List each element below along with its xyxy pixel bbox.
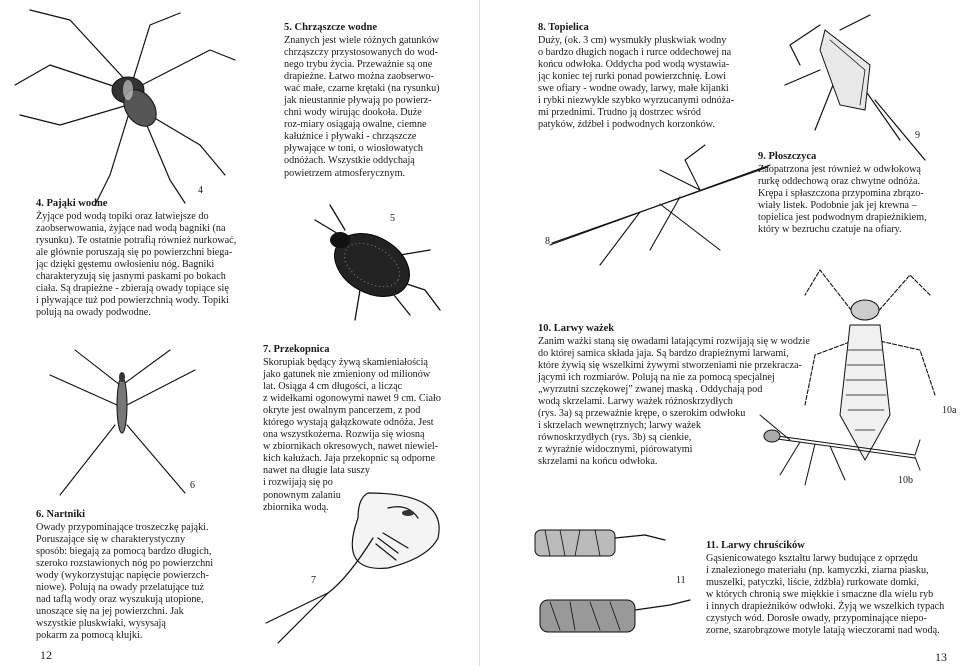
water-strider-illustration — [45, 345, 215, 495]
page-number-left: 12 — [40, 648, 52, 662]
section-nartniki — [36, 509, 276, 642]
section-title: 6. Nartniki — [36, 509, 86, 520]
section-title: 8. Topielica — [538, 22, 589, 33]
section-title: 10. Larwy ważek — [538, 323, 615, 334]
section-body: Znanych jest wiele różnych gatunków chrząszczy przystosowanych do wod- nego trybu życia. Przeważnie są one drapieżne. Łatwo można zaobserwo- wać małe, czarne krętaki (na rysunku) jak nieustannie pływają po powierz- chni wody wirując dookoła. Duże roz-miary osiągają owalne, ciemne kałużnice i pływaki - chrząszcze pływające w toni, o wiosłowatych odnóżach. Wszystkie oddychają powietrzem atmosferycznym. — [284, 34, 440, 179]
beetle-illustration — [300, 195, 450, 335]
water-scorpion-illustration — [780, 10, 930, 160]
figure-label-7: 7 — [311, 575, 316, 586]
damselfly-larva-illustration — [750, 410, 920, 490]
section-title: 9. Płoszczyca — [758, 151, 817, 162]
figure-label-9: 9 — [915, 130, 920, 141]
section-topielica — [538, 22, 773, 131]
right-page — [480, 0, 960, 666]
figure-label-5: 5 — [390, 213, 395, 224]
caddisfly-larvae-illustration — [530, 510, 695, 660]
figure-label-11: 11 — [676, 575, 686, 586]
section-ploszczyca — [758, 151, 958, 236]
section-larwy-chruscikow — [706, 540, 960, 637]
figure-label-4: 4 — [198, 185, 203, 196]
water-stick-insect-illustration — [540, 140, 780, 270]
section-title: 7. Przekopnica — [263, 344, 330, 355]
figure-label-6: 6 — [190, 480, 195, 491]
section-body: Zanim ważki staną się owadami latającymi rozwijają się w wodzie do której samica składa jaja. Są bardzo drapieżnymi larwami, które żywią się wszelkimi żywymi stworzeniami nie przekracza- jącymi ich rozmiarów. Polują na nie za pomocą specjalnej „wyrzutni szczękowej” zwanej maską . Oddychają pod wodą skrzelami. Larwy ważek różnoskrzydłych (rys. 3a) są przeważnie krępe, o szerokim odwłoku i skrzelach wewnętrznych; larwy ważek równoskrzydłych (rys. 3b) są cienkie, z wyraźnie widocznymi, piórowatymi skrzelami na końcu odwłoka. — [538, 335, 810, 468]
section-body: Zaopatrzona jest również w odwłokową rurkę oddechową oraz chwytne odnóża. Krępa i spłaszczona przypomina zbrązo- wiały listek. Podobnie jak jej krewna – topielica jest podwodnym drapieżnikiem, który w bezruchu czatuje na ofiary. — [758, 163, 927, 235]
section-body: Gąsienicowatego kształtu larwy budujące z oprzędu i znalezionego materiału (np. kamyczki, ziarna piasku, muszelki, patyczki, liście, źdźbła) rurkowate domki, w których chronią swe miękkie i smaczne dla wielu ryb i innych drapieżników odwłoki. Żyją we wszelkich typach czystych wód. Dorosłe owady, przypominające niepo- zorne, szarobrązowe motyle latają wieczorami nad wodą. — [706, 552, 945, 637]
figure-label-10b: 10b — [898, 475, 913, 486]
section-title: 4. Pająki wodne — [36, 198, 108, 209]
spider-illustration — [10, 5, 240, 205]
tadpole-shrimp-illustration — [258, 478, 468, 648]
figure-label-10a: 10a — [942, 405, 957, 416]
section-pajaki-wodne — [36, 198, 276, 319]
section-body: Skorupiak będący żywą skamieniałością jako gatunek nie zmieniony od milionów lat. Osiąga 4 cm długości, a licząc z widełkami ogonowymi nawet 9 cm. Ciało okryte jest owalnym pancerzem, z pod którego wystają gałązkowate odnóża. Jest ona wszystkożerna. Rozwija się wiosną w zbiornikach okresowych, nawet niewiel- kich kałużach. Jaja przekopnic są odporne nawet na długie lata suszy i rozwijają się po ponownym zalaniu zbiornika wodą. — [263, 356, 441, 513]
section-body: Owady przypominające troszeczkę pająki. Poruszające się w charakterystyczny sposób: biegają za pomocą bardzo długich, szeroko rozstawionych nóg po powierzchni wody (wykorzystując napięcie powierzch- niowe). Polują na owady przelatujące tuż nad taflą wody oraz wyszukują utopione, unoszące się na jej powierzchni. Jak wszystkie pluskwiaki, wysysają pokarm za pomocą kłujki. — [36, 521, 214, 642]
section-body: Duży, (ok. 3 cm) wysmukły pluskwiak wodny o bardzo długich nogach i rurce oddechowej na końcu odwłoka. Oddycha pod wodą wystawia- jąc koniec tej rurki ponad powierzchnię. Łowi swe ofiary - wodne owady, larwy, małe kijanki i rybki niezwykle szybko wyrzucanymi odnóża- mi przednimi. Trudno ją dostrzec wśród patyków, źdźbeł i podwodnych korzonków. — [538, 34, 735, 131]
section-title: 5. Chrząszcze wodne — [284, 22, 378, 33]
page-number-right: 13 — [935, 650, 947, 664]
section-title: 11. Larwy chruścików — [706, 540, 805, 551]
section-chrzaszcze-wodne — [284, 22, 479, 180]
section-body: Żyjące pod wodą topiki oraz łatwiejsze do zaobserwowania, żyjące nad wodą bagniki (na rysunku). Te ostatnie potrafią również nurkować, ale głównie poruszają się po powierzchni biega- jąc dzięki gęstemu owłosieniu nóg. Bagniki charakteryzują się jasnymi paskami po bokach ciała. Są drapieżne - zbierają owady topiące się i pływające tuż pod powierzchnią wody. Topiki polują na owady podwodne. — [36, 210, 237, 319]
figure-label-8: 8 — [545, 236, 550, 247]
